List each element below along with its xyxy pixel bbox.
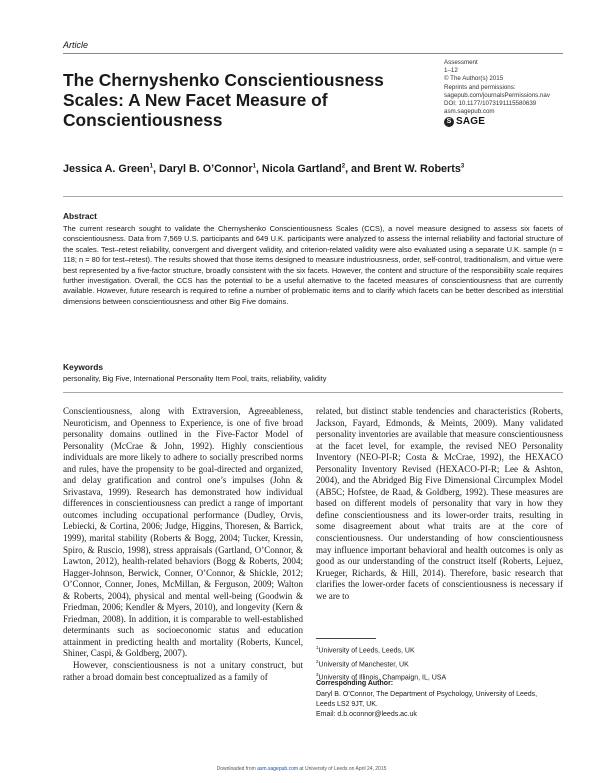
affiliation-mark: 3: [316, 672, 319, 678]
author-separator: , and: [345, 163, 374, 175]
affiliation-mark: 1: [316, 645, 319, 650]
corresponding-author-line: Daryl B. O’Connor, The Department of Psychology, University of Leeds,: [316, 691, 538, 698]
body-paragraph: However, conscientiousness is not a unitary construct, but rather a broad domain best conceptualized as a family of: [63, 660, 303, 682]
author-affiliation-mark: 3: [460, 163, 465, 170]
affiliation-text: University of Manchester, UK: [318, 661, 409, 669]
sage-logo: [444, 117, 589, 127]
affiliation-text: University of Leeds, Leeds, UK: [318, 647, 415, 655]
affiliations: [316, 643, 563, 684]
affiliation-text: University of Illinois, Champaign, IL, USA: [318, 674, 447, 682]
footer-prefix: Downloaded from: [216, 766, 258, 772]
corresponding-author-heading: Corresponding Author:: [316, 680, 394, 687]
author-affiliation-mark: 1: [252, 163, 256, 170]
abstract-heading: Abstract: [63, 211, 97, 221]
header-rule: [63, 53, 563, 54]
author-name: Jessica A. Green: [63, 163, 150, 175]
footer-suffix: at University of Leeds on April 24, 2015: [298, 766, 387, 772]
abstract-rule: [63, 196, 563, 197]
keywords-rule: [63, 392, 563, 393]
sage-logo-icon: S: [444, 117, 454, 127]
body-column-right: [316, 406, 563, 602]
body-paragraph: related, but distinct stable tendencies and characteristics (Roberts, Jackson, Fayard, Edmonds, & Meints, 2009). Many validated personality inventories are available that measure conscientiousness at the facet level, for example, the revised NEO Personality Inventory (NEO-PI-R; Costa & McCrae, 1992), the HEXACO Personality Inventory Revised (HEXACO-PI-R; Lee & Ashton, 2004), and the Abridged Big Five Dimensional Circumplex Model (AB5C; Hofstee, de Raad, & Goldberg, 1992). These measures are based on different models of personality that vary in how they define conscientiousness and its lower-order traits, resulting in some disagreement about what traits are at the core of conscientiousness. Our understanding of how conscientiousness may influence important behavioral and health outcomes is only as good as our understanding of the construct itself (Roberts, Lejuez, Krueger, Richards, & Hill, 2014). Therefore, basic research that clarifies the lower-order facets of conscientiousness is necessary if we are to: [316, 406, 563, 601]
sage-logo-text: SAGE: [456, 116, 486, 128]
affiliation-item: [316, 643, 563, 657]
page-range: 1–12: [444, 67, 458, 75]
article-type-label: Article: [63, 40, 89, 50]
footnote-rule: [316, 638, 376, 639]
author-name: Daryl B. O’Connor: [158, 163, 253, 175]
corresponding-author-line: Leeds LS2 9JT, UK.: [316, 700, 378, 708]
corresponding-author-email[interactable]: Email: d.b.oconnor@leeds.ac.uk: [316, 710, 417, 718]
abstract-text: The current research sought to validate the Chernyshenko Conscientiousness Scales (CCS), a novel measure designed to assess six facets of conscientiousness. Data from 7,569 U.S. participants and 649 U.K. participants were analyzed to assess the internal reliability and factorial structure of the scales. Test–retest reliability, convergent and divergent validity, and criterion-related validity were also evaluated using a separate U.K. sample (n = 118; n = 80 for test–retest). The results showed that those items designed to measure industriousness, order, self-control, traditionalism, and virtue were best represented by a five-factor structure, broadly consistent with the six facets. However, the content and structure of the responsibility scale requires further investigation. Overall, the CCS has the potential to be a useful alternative to the faceted measures of conscientiousness that are currently available. However, future research is required to refine a number of problematic items and to clarify which facets can be better described as interstitial dimensions between conscientiousness and other Big Five domains.: [63, 224, 563, 306]
body-paragraph: Conscientiousness, along with Extraversion, Agreeableness, Neuroticism, and Openness to Experience, is one of five broad personality domains outlined in the Five-Factor Model of Personality (McCrae & John, 1992). Highly conscientious individuals are more likely to adhere to socially prescribed norms and rules, have the propensity to be goal-directed and organized, and delay gratification and control one’s impulses (John & Srivastava, 1999). Research has demonstrated how individual differences in conscientiousness can predict a range of important outcomes including occupational performance (Dudley, Orvis, Lebiecki, & Cortina, 2006; Judge, Higgins, Thoresen, & Barrick, 1999), marital stability (Roberts & Bogg, 2004; Tucker, Kressin, Spiro, & Ruscio, 1998), stress appraisals (Gartland, O’Connor, & Lawton, 2012), health-related behaviors (Bogg & Roberts, 2004; Hagger-Johnson, Berwick, Conner, O’Connor, & Shickle, 2012; O’Connor, Conner, Jones, McMillan, & Ferguson, 2009; Walton & Roberts, 2004), physical and mental well-being (Goodwin & Friedman, 2006; Kendler & Myers, 2010), and longevity (Kern & Friedman, 2008). In addition, it is comparable to well-established determinants such as socioeconomic status and education attainment in predicting health and mortality (Roberts, Kuncel, Shiner, Caspi, & Goldberg, 2007).: [63, 406, 303, 659]
author-separator: ,: [255, 163, 262, 175]
permissions-link[interactable]: sagepub.com/journalsPermissions.nav: [444, 91, 550, 99]
keywords-text: personality, Big Five, International Personality Item Pool, traits, reliability, validity: [63, 374, 327, 383]
keywords-heading: Keywords: [63, 362, 104, 372]
doi-line[interactable]: DOI: 10.1177/1073191115580639: [444, 100, 537, 108]
footer-link[interactable]: asm.sagepub.com: [257, 766, 299, 772]
journal-metadata: [444, 59, 589, 127]
corresponding-author-details: [316, 690, 563, 719]
author-name: Nicola Gartland: [261, 163, 342, 175]
download-footer: [0, 766, 603, 772]
paper-title: The Chernyshenko Conscientiousness Scales: A New Facet Measure of Conscientiousness: [63, 70, 384, 130]
body-column-left: [63, 406, 303, 683]
journal-url[interactable]: asm.sagepub.com: [444, 108, 495, 116]
author-affiliation-mark: 1: [149, 163, 153, 170]
journal-name: Assessment: [444, 59, 478, 66]
affiliation-item: [316, 657, 563, 671]
author-list: [63, 163, 464, 175]
affiliation-mark: 2: [316, 658, 319, 664]
copyright-line: © The Author(s) 2015: [444, 75, 504, 83]
author-name: Brent W. Roberts: [373, 163, 461, 175]
reprints-line: Reprints and permissions:: [444, 83, 516, 91]
author-affiliation-mark: 2: [341, 163, 346, 170]
author-separator: ,: [152, 163, 159, 175]
